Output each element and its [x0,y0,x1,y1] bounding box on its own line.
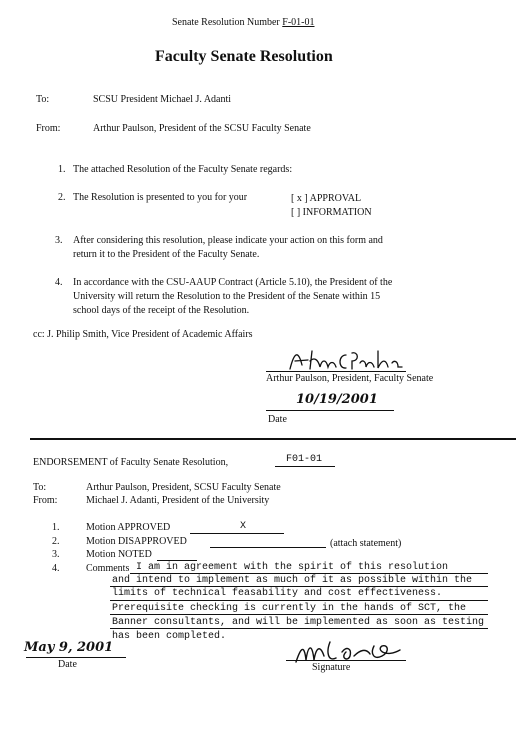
paulson-signature-line [266,371,406,372]
adanti-handwritten-date: May 9, 2001 [24,640,114,655]
endorsement-ref-line [275,466,335,467]
resolution-number-label: Senate Resolution Number [172,17,280,28]
motion-3-num: 3. [52,549,60,560]
motion-1-num: 1. [52,522,60,533]
memo-from-label: From: [36,123,61,134]
item-1-text: The attached Resolution of the Faculty Senate regards: [73,164,293,175]
motion-comments-label: Comments [86,563,130,574]
motion-noted-label: Motion NOTED [86,549,152,560]
motion-disapproved-label: Motion DISAPPROVED [86,536,187,547]
memo-from-value: Arthur Paulson, President of the SCSU Faculty Senate [93,123,311,134]
adanti-signature-label: Signature [312,662,351,673]
memo-to-value: SCSU President Michael J. Adanti [93,94,232,105]
cc-line: cc: J. Philip Smith, Vice President of Academic Affairs [33,329,253,340]
item-3-num: 3. [55,235,63,246]
information-checkbox[interactable]: [ ] INFORMATION [291,207,372,218]
comment-rule-5 [110,628,488,629]
page-title: Faculty Senate Resolution [155,48,333,65]
endorsement-to-value: Arthur Paulson, President, SCSU Faculty Senate [86,482,281,493]
adanti-signature-line [286,660,406,661]
comment-rule-2 [110,586,488,587]
paulson-date-label: Date [268,414,287,425]
endorsement-from-value: Michael J. Adanti, President of the University [86,495,270,506]
comment-rule-1 [130,573,488,574]
motion-approved-line [190,533,284,534]
endorsement-to-label: To: [33,482,47,493]
section-divider [30,438,516,440]
motion-2-num: 2. [52,536,60,547]
adanti-date-label: Date [58,659,77,670]
comment-rule-4 [110,614,488,615]
motion-noted-line [157,560,197,561]
comment-line-1: I am in agreement with the spirit of this resolution [136,562,449,573]
comment-line-2: and intend to implement as much of it as possible within the [112,575,473,586]
endorsement-resolution-ref: F01-01 [286,454,323,465]
paulson-signature [286,347,406,373]
comment-line-4: Prerequisite checking is currently in the hands of SCT, the [112,603,467,614]
motion-4-num: 4. [52,563,60,574]
comment-rule-3 [110,600,488,601]
memo-to-label: To: [36,94,50,105]
endorsement-from-label: From: [33,495,58,506]
item-2-text: The Resolution is presented to you for your [73,192,248,203]
endorsement-label: ENDORSEMENT of Faculty Senate Resolution, [33,457,229,468]
motion-disapproved-note: (attach statement) [330,538,402,549]
item-4-line3: school days of the receipt of the Resolution. [73,305,250,316]
item-3-line1: After considering this resolution, please indicate your action on this form and [73,235,383,246]
item-1-num: 1. [58,164,66,175]
approval-checkbox[interactable]: [ x ] APPROVAL [291,193,362,204]
item-4-num: 4. [55,277,63,288]
paulson-date-line [266,410,394,411]
motion-approved-label: Motion APPROVED [86,522,171,533]
item-2-num: 2. [58,192,66,203]
paulson-handwritten-date: 10/19/2001 [296,392,378,407]
comment-line-5: Banner consultants, and will be implemented as soon as testing [112,617,485,628]
comment-line-6: has been completed. [112,631,227,642]
motion-disapproved-line [210,547,326,548]
item-3-line2: return it to the President of the Faculty Senate. [73,249,260,260]
motion-approved-mark: X [240,521,247,532]
resolution-number-line [172,17,315,28]
paulson-signer-name: Arthur Paulson, President, Faculty Senate [266,373,434,384]
resolution-number: F-01-01 [282,17,315,28]
adanti-date-line [26,657,126,658]
comment-line-3: limits of technical feasability and cost effectiveness. [112,588,443,599]
item-4-line1: In accordance with the CSU-AAUP Contract (Article 5.10), the President of the [73,277,393,288]
item-4-line2: University will return the Resolution to the President of the Senate within 15 [73,291,381,302]
